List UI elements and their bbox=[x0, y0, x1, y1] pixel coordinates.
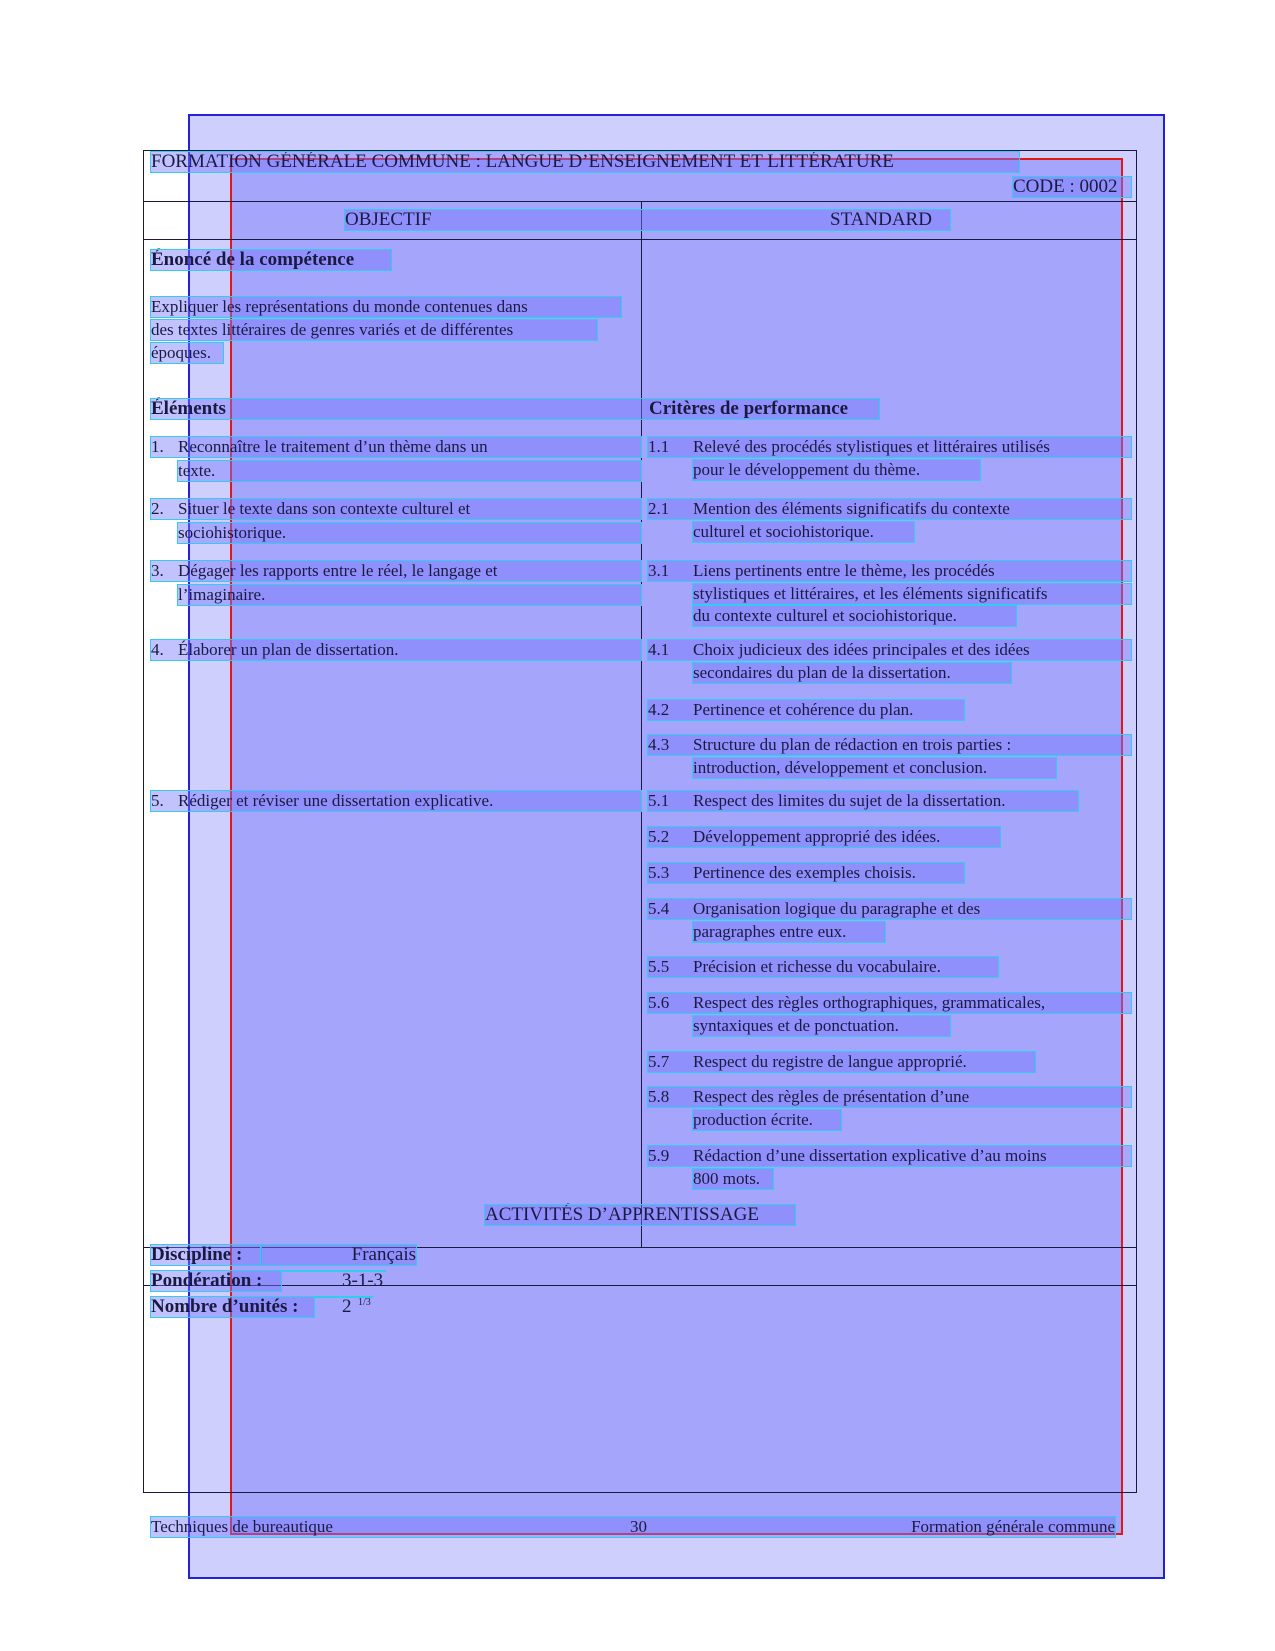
footer-program: Techniques de bureautique bbox=[151, 1517, 333, 1536]
page-title: FORMATION GÉNÉRALE COMMUNE : LANGUE D’ENSEIGNEMENT ET LITTÉRATURE bbox=[151, 152, 1019, 172]
criterion-item: 5.2 Développement approprié des idées. bbox=[648, 827, 1000, 847]
footer-section: Formation générale commune bbox=[911, 1517, 1115, 1536]
criterion-item: 5.3 Pertinence des exemples choisis. bbox=[648, 863, 964, 883]
ponderation-label: Pondération : bbox=[151, 1271, 281, 1291]
units-value: 2 bbox=[342, 1296, 352, 1317]
criterion-item: 5.9 Rédaction d’une dissertation explicative d’au moins bbox=[648, 1146, 1131, 1166]
course-code: CODE : 0002 bbox=[1013, 177, 1131, 197]
section-headings bbox=[151, 399, 879, 419]
element-item-continued: texte. bbox=[178, 461, 641, 481]
ponderation-value: 3-1-3 bbox=[342, 1270, 384, 1291]
criterion-item-continued: secondaires du plan de la dissertation. bbox=[693, 663, 1011, 683]
criterion-item: 3.1 Liens pertinents entre le thème, les procédés bbox=[648, 561, 1131, 581]
column-objective-heading: OBJECTIF bbox=[345, 209, 432, 230]
elements-heading: Éléments bbox=[151, 398, 226, 419]
element-item: 3. Dégager les rapports entre le réel, le langage et bbox=[151, 561, 641, 581]
competence-line: Expliquer les représentations du monde contenues dans bbox=[151, 297, 621, 317]
element-item: 1. Reconnaître le traitement d’un thème dans un bbox=[151, 437, 641, 457]
units-label: Nombre d’unités : bbox=[151, 1297, 314, 1317]
column-standard-heading: STANDARD bbox=[830, 209, 932, 230]
element-item-continued: l’imaginaire. bbox=[178, 585, 641, 605]
criterion-item-continued: paragraphes entre eux. bbox=[693, 922, 885, 942]
criterion-item-continued: pour le développement du thème. bbox=[693, 460, 980, 480]
competence-line: des textes littéraires de genres variés et de différentes bbox=[151, 320, 597, 340]
criterion-item-continued: 800 mots. bbox=[693, 1169, 773, 1189]
divider bbox=[144, 239, 1136, 240]
element-item: 4. Élaborer un plan de dissertation. bbox=[151, 640, 641, 660]
criterion-item: 4.3 Structure du plan de rédaction en trois parties : bbox=[648, 735, 1131, 755]
criterion-item: 5.1 Respect des limites du sujet de la dissertation. bbox=[648, 791, 1078, 811]
criterion-item: 2.1 Mention des éléments significatifs du contexte bbox=[648, 499, 1131, 519]
divider bbox=[144, 1285, 1136, 1286]
criterion-item: 1.1 Relevé des procédés stylistiques et littéraires utilisés bbox=[648, 437, 1131, 457]
column-divider bbox=[641, 201, 642, 1247]
criterion-item: 4.2 Pertinence et cohérence du plan. bbox=[648, 700, 964, 720]
element-item: 5. Rédiger et réviser une dissertation explicative. bbox=[151, 791, 641, 811]
column-headings bbox=[345, 210, 950, 230]
criterion-item-continued: introduction, développement et conclusion. bbox=[693, 758, 1056, 778]
criterion-item: 5.8 Respect des règles de présentation d’une bbox=[648, 1087, 1131, 1107]
units-fraction: 1/3 bbox=[358, 1297, 371, 1308]
competence-heading: Énoncé de la compétence bbox=[151, 250, 391, 270]
criterion-item-continued: syntaxiques et de ponctuation. bbox=[693, 1016, 950, 1036]
course-form-frame bbox=[143, 150, 1137, 1493]
divider bbox=[144, 201, 1136, 202]
discipline-label: Discipline : bbox=[151, 1245, 261, 1265]
criterion-item: 5.7 Respect du registre de langue approprié. bbox=[648, 1052, 1035, 1072]
criterion-item: 5.5 Précision et richesse du vocabulaire. bbox=[648, 957, 998, 977]
criterion-item-continued: stylistiques et littéraires, et les éléments significatifs bbox=[693, 584, 1131, 604]
criterion-item: 4.1 Choix judicieux des idées principales et des idées bbox=[648, 640, 1131, 660]
criterion-item-continued: culturel et sociohistorique. bbox=[693, 522, 914, 542]
element-item: 2. Situer le texte dans son contexte culturel et bbox=[151, 499, 641, 519]
page-footer bbox=[151, 1517, 1115, 1537]
criteria-heading: Critères de performance bbox=[649, 398, 849, 419]
footer-page-number: 30 bbox=[630, 1517, 647, 1536]
activities-heading: ACTIVITÉS D’APPRENTISSAGE bbox=[485, 1205, 795, 1225]
criterion-item-continued: du contexte culturel et sociohistorique. bbox=[693, 606, 1016, 626]
criterion-item: 5.4 Organisation logique du paragraphe et des bbox=[648, 899, 1131, 919]
criterion-item: 5.6 Respect des règles orthographiques, grammaticales, bbox=[648, 993, 1131, 1013]
competence-line: époques. bbox=[151, 343, 223, 363]
criterion-item-continued: production écrite. bbox=[693, 1110, 841, 1130]
discipline-value: Français bbox=[261, 1245, 416, 1265]
element-item-continued: sociohistorique. bbox=[178, 523, 641, 543]
